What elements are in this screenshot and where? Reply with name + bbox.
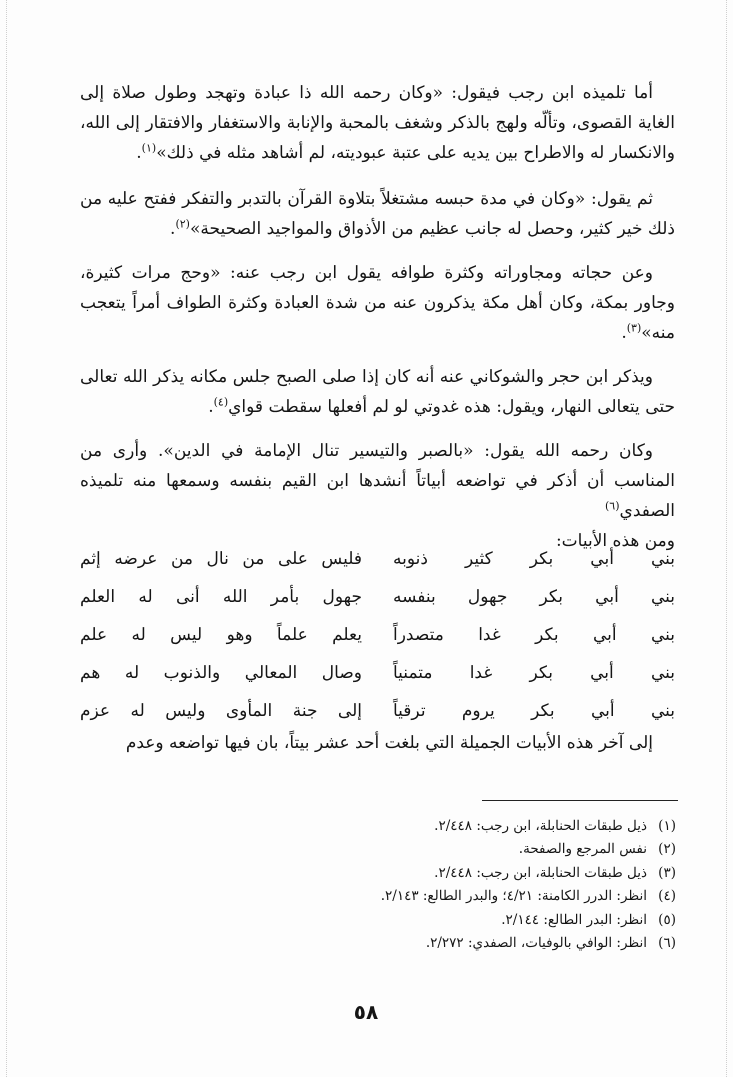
poem-second-hemistich: وصال المعالي والذنوب له هم [80, 663, 362, 683]
paragraph-text: وعن حجاته ومجاوراته وكثرة طوافه يقول ابن رجب عنه: «وحج مرات كثيرة، وجاور بمكة، وكان أهل مكة يذكرون عنه من شدة العبادة وكثرة الطواف أمراً يتعجب منه» [80, 263, 675, 343]
footnote-ref: (٢) [175, 217, 190, 231]
footnote-number: (١) [658, 818, 676, 834]
footnote-ref: (٤) [213, 395, 229, 409]
poem-second-hemistich: جهول بأمر الله أنى له العلم [80, 587, 362, 607]
page-number: ٥٨ [353, 1000, 379, 1024]
poem-first-hemistich: بني أبي بكر غدا متمنياً [393, 663, 675, 683]
footnote [220, 932, 676, 955]
footnote-ref: (٣) [626, 321, 642, 335]
footnote-number: (٤) [658, 888, 676, 905]
paragraph-after-poem [80, 728, 675, 758]
footnote [220, 838, 676, 861]
footnote-ref: (٦) [605, 499, 620, 513]
poem-first-hemistich: بني أبي بكر جهول بنفسه [393, 587, 675, 607]
footnotes [220, 815, 676, 955]
poem-second-hemistich: فليس على من نال من عرضه إثم [80, 549, 362, 569]
paragraph-text: ثم يقول: «وكان في مدة حبسه مشتغلاً بتلاوة القرآن بالتدبر والتفكر ففتح عليه من ذلك خير كثير، وحصل له جانب عظيم من الأذواق والمواجيد الصحيحة» [80, 189, 675, 239]
footnote-text: ذيل طبقات الحنابلة، ابن رجب: ٢/٤٤٨. [434, 818, 647, 834]
paragraph-hajj-tawaf: وعن حجاته ومجاوراته وكثرة طوافه يقول ابن رجب عنه: «وحج مرات كثيرة، وجاور بمكة، وكان أهل مكة يذكرون عنه من شدة العبادة وكثرة الطواف أمراً يتعجب منه»$^{(٣)}$. [80, 263, 675, 343]
footnote-text: انظر: الدرر الكامنة: ٤/٢١؛ والبدر الطالع: ٢/١٤٣. [380, 888, 647, 905]
footnote-number: (٦) [658, 935, 676, 952]
footnote-text: نفس المرجع والصفحة. [518, 841, 647, 858]
footnote-text: انظر: البدر الطالع: ٢/١٤٤. [501, 911, 647, 928]
footnote-text: انظر: الوافي بالوفيات، الصفدي: ٢/٢٧٢. [425, 935, 647, 952]
paragraph-ibn-rajab-worship: أما تلميذه ابن رجب فيقول: «وكان رحمه الله ذا عبادة وتهجد وطول صلاة إلى الغاية القصوى، وتألّه ولهج بالذكر وشغف بالمحبة والإنابة والاستغفار والافتقار إلى الله، والانكسار له والاطراح بين يديه على عتبة عبوديته، لم أشاهد مثله في ذلك»$^{(١)}$. [80, 83, 675, 163]
poem-first-hemistich: بني أبي بكر كثير ذنوبه [393, 549, 675, 569]
poem-verse [80, 692, 675, 730]
footnote-number: (٣) [658, 864, 676, 881]
paragraph-text: وكان رحمه الله يقول: «بالصبر والتيسير تنال الإمامة في الدين». وأرى من المناسب أن أذكر في تواضعه أبياتاً أنشدها ابن القيم بنفسه وسمعها منه تلميذه الصفدي [80, 441, 675, 521]
footnote [220, 885, 676, 908]
poem-verse [80, 616, 675, 654]
footnote [220, 815, 676, 838]
paragraph-text: أما تلميذه ابن رجب فيقول: «وكان رحمه الله ذا عبادة وتهجد وطول صلاة إلى الغاية القصوى، وتألّه ولهج بالذكر وشغف بالمحبة والإنابة والاستغفار والافتقار إلى الله، والانكسار له والاطراح بين يديه على عتبة عبوديته، لم أشاهد مثله في ذلك» [80, 83, 675, 163]
paragraph-text: إلى آخر هذه الأبيات الجميلة التي بلغت أحد عشر بيتاً، بان فيها تواضعه وعدم [125, 733, 653, 753]
footnote-number: (٢) [658, 841, 676, 858]
paragraph-humility-verses-intro [80, 436, 675, 556]
poem-verse [80, 540, 675, 578]
poem-verse [80, 578, 675, 616]
footnote-separator [482, 800, 678, 801]
paragraph-morning-dhikr: ويذكر ابن حجر والشوكاني عنه أنه كان إذا صلى الصبح جلس مكانه يذكر الله تعالى حتى يتعالى النهار، ويقول: هذه غدوتي لو لم أفعلها سقطت قواي$^{(٤)}$. [80, 367, 675, 417]
paragraph-text: ويذكر ابن حجر والشوكاني عنه أنه كان إذا صلى الصبح جلس مكانه يذكر الله تعالى حتى يتعالى النهار، ويقول: هذه غدوتي لو لم أفعلها سقطت قواي [80, 367, 675, 417]
footnote-number: (٥) [658, 911, 676, 928]
footnote-ref: (١) [141, 141, 157, 155]
poem-second-hemistich: إلى جنة المأوى وليس له عزم [80, 701, 362, 721]
poem-second-hemistich: يعلم علماً وهو ليس له علم [80, 625, 362, 645]
paragraph-prison-recitation: ثم يقول: «وكان في مدة حبسه مشتغلاً بتلاوة القرآن بالتدبر والتفكر ففتح عليه من ذلك خير كثير، وحصل له جانب عظيم من الأذواق والمواجيد الصحيحة»$^{(٢)}$. [80, 189, 675, 239]
footnote [220, 909, 676, 932]
poem [80, 540, 675, 730]
footnote-text: ذيل طبقات الحنابلة، ابن رجب: ٢/٤٤٨. [434, 864, 647, 881]
poem-verse [80, 654, 675, 692]
poem-first-hemistich: بني أبي بكر غدا متصدراً [393, 625, 675, 645]
verses-intro-line: ومن هذه الأبيات: [555, 531, 675, 551]
footnote [220, 862, 676, 885]
poem-first-hemistich: بني أبي بكر يروم ترقياً [393, 701, 675, 721]
